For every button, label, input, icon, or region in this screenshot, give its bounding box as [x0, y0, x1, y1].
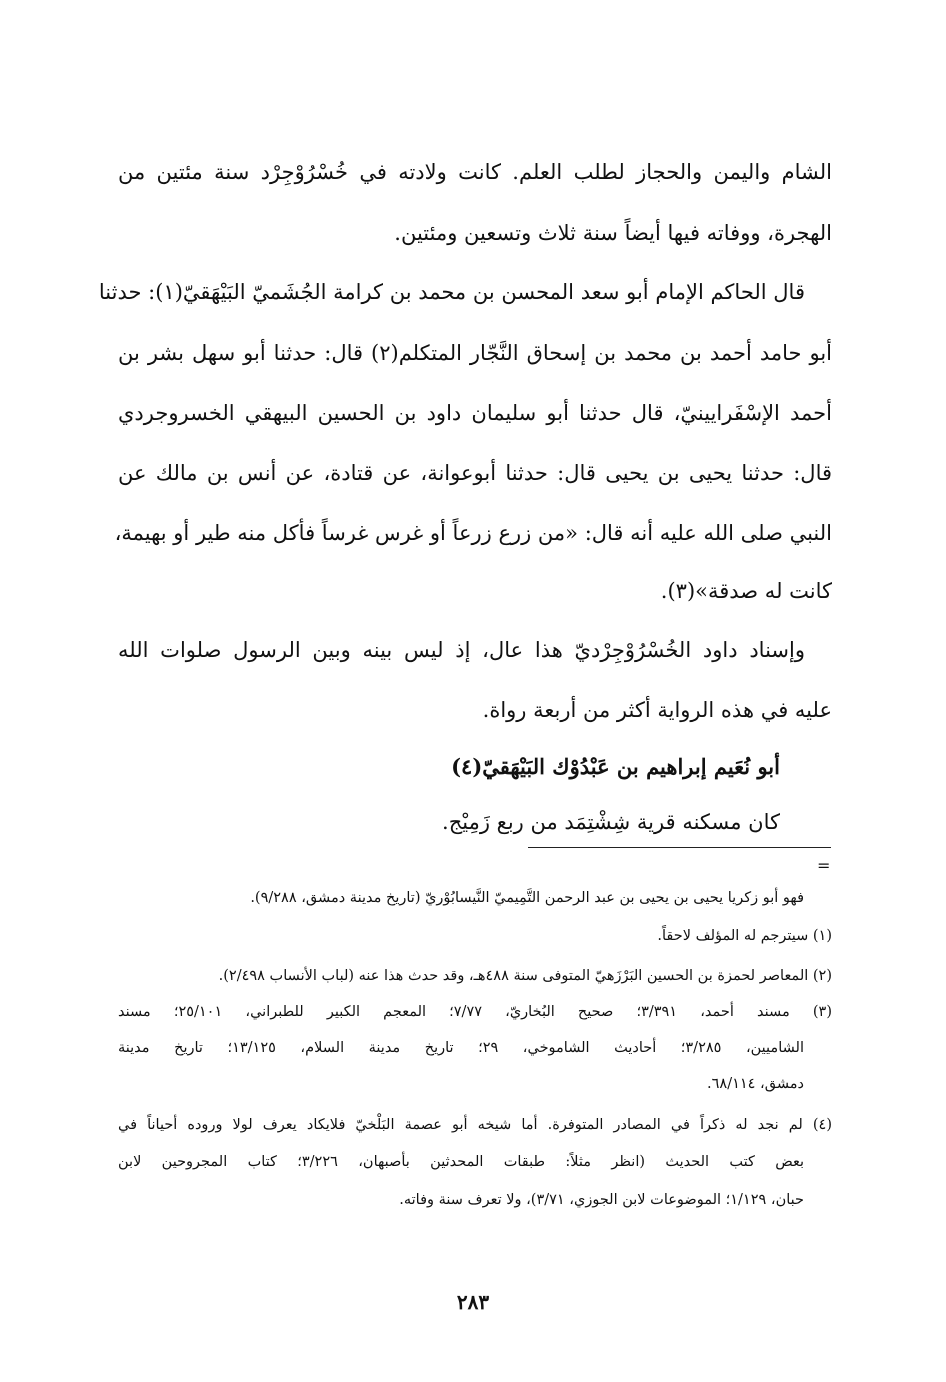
text-line: كان مسكنه قرية شِشْتِمَد من ربع زَمِيْج. [442, 810, 780, 834]
page-number: ٢٨٣ [456, 1290, 490, 1314]
footnote-line: (٢) المعاصر لحمزة بن الحسين البَرْزَهيّ المتوفى سنة ٤٨٨هـ، وقد حدث هذا عنه (لباب الأنساب ٢/٤٩٨). [218, 968, 832, 984]
text-line: الهجرة، ووفاته فيها أيضاً سنة ثلاث وتسعين ومئتين. [394, 221, 832, 245]
text-line: وإسناد داود الخُسْرُوْجِرْديّ هذا عال، إذ ليس بينه وبين الرسول صلوات الله [118, 638, 805, 662]
text-line: عليه في هذه الرواية أكثر من أربعة رواة. [482, 698, 832, 722]
footnote-line: الشاميين، ٣/٢٨٥؛ أحاديث الشاموخي، ٢٩؛ تاريخ مدينة السلام، ١٣/١٢٥؛ تاريخ مدينة [118, 1040, 804, 1056]
footnote-continuation-mark: = [817, 856, 831, 875]
text-line: قال الحاكم الإمام أبو سعد المحسن بن محمد بن كرامة الجُشَميّ البَيْهَقيّ(١): حدثنا [98, 280, 805, 304]
text-line: قال: حدثنا يحيى بن يحيى قال: حدثنا أبوعوانة، عن قتادة، عن أنس بن مالك عن [118, 461, 832, 485]
text-line: أبو حامد أحمد بن محمد بن إسحاق النَّجّار المتكلم(٢) قال: حدثنا أبو سهل بشر بن [118, 341, 832, 365]
footnote-line: دمشق، ٦٨/١١٤. [707, 1076, 804, 1092]
text-line: أحمد الإسْفَرايينيّ، قال حدثنا أبو سليمان داود بن الحسين البيهقي الخسروجردي [118, 401, 832, 425]
footnote-separator [528, 847, 831, 848]
section-heading: أبو نُعَيم إبراهيم بن عَبْدُوْك البَيْهَقيّ(٤) [451, 754, 780, 779]
text-line: كانت له صدقة»(٣). [660, 579, 832, 603]
footnote-line: بعض كتب الحديث (انظر مثلاً: طبقات المحدثين بأصبهان، ٣/٢٢٦؛ كتاب المجروحين لابن [118, 1154, 805, 1170]
footnote-line: حبان، ١/١٢٩؛ الموضوعات لابن الجوزي، ٣/٧١)، ولا تعرف سنة وفاته. [399, 1192, 804, 1208]
footnote-line: فهو أبو زكريا يحيى بن يحيى بن عبد الرحمن التَّمِيميّ النَّيسابُوْريّ (تاريخ مدينة دمشق، ٩/٢٨٨). [250, 890, 804, 906]
footnote-line: (١) سيترجم له المؤلف لاحقاً. [657, 928, 832, 944]
footnote-line: (٣) مسند أحمد، ٣/٣٩١؛ صحيح البُخاريّ، ٧/٧٧؛ المعجم الكبير للطبراني، ٢٥/١٠١؛ مسند [118, 1004, 832, 1020]
footnote-line: (٤) لم نجد له ذكراً في المصادر المتوفرة. أما شيخه أبو عصمة البَلْخيّ فلايكاد يعرف لولا وروده أحياناً في [118, 1117, 832, 1133]
text-line: النبي صلى الله عليه أنه قال: «من زرع زرعاً أو غرس غرساً فأكل منه طير أو بهيمة، [114, 521, 832, 545]
text-line: الشام واليمن والحجاز لطلب العلم. كانت ولادته في خُسْرُوْجِرْد سنة مئتين من [118, 160, 832, 184]
